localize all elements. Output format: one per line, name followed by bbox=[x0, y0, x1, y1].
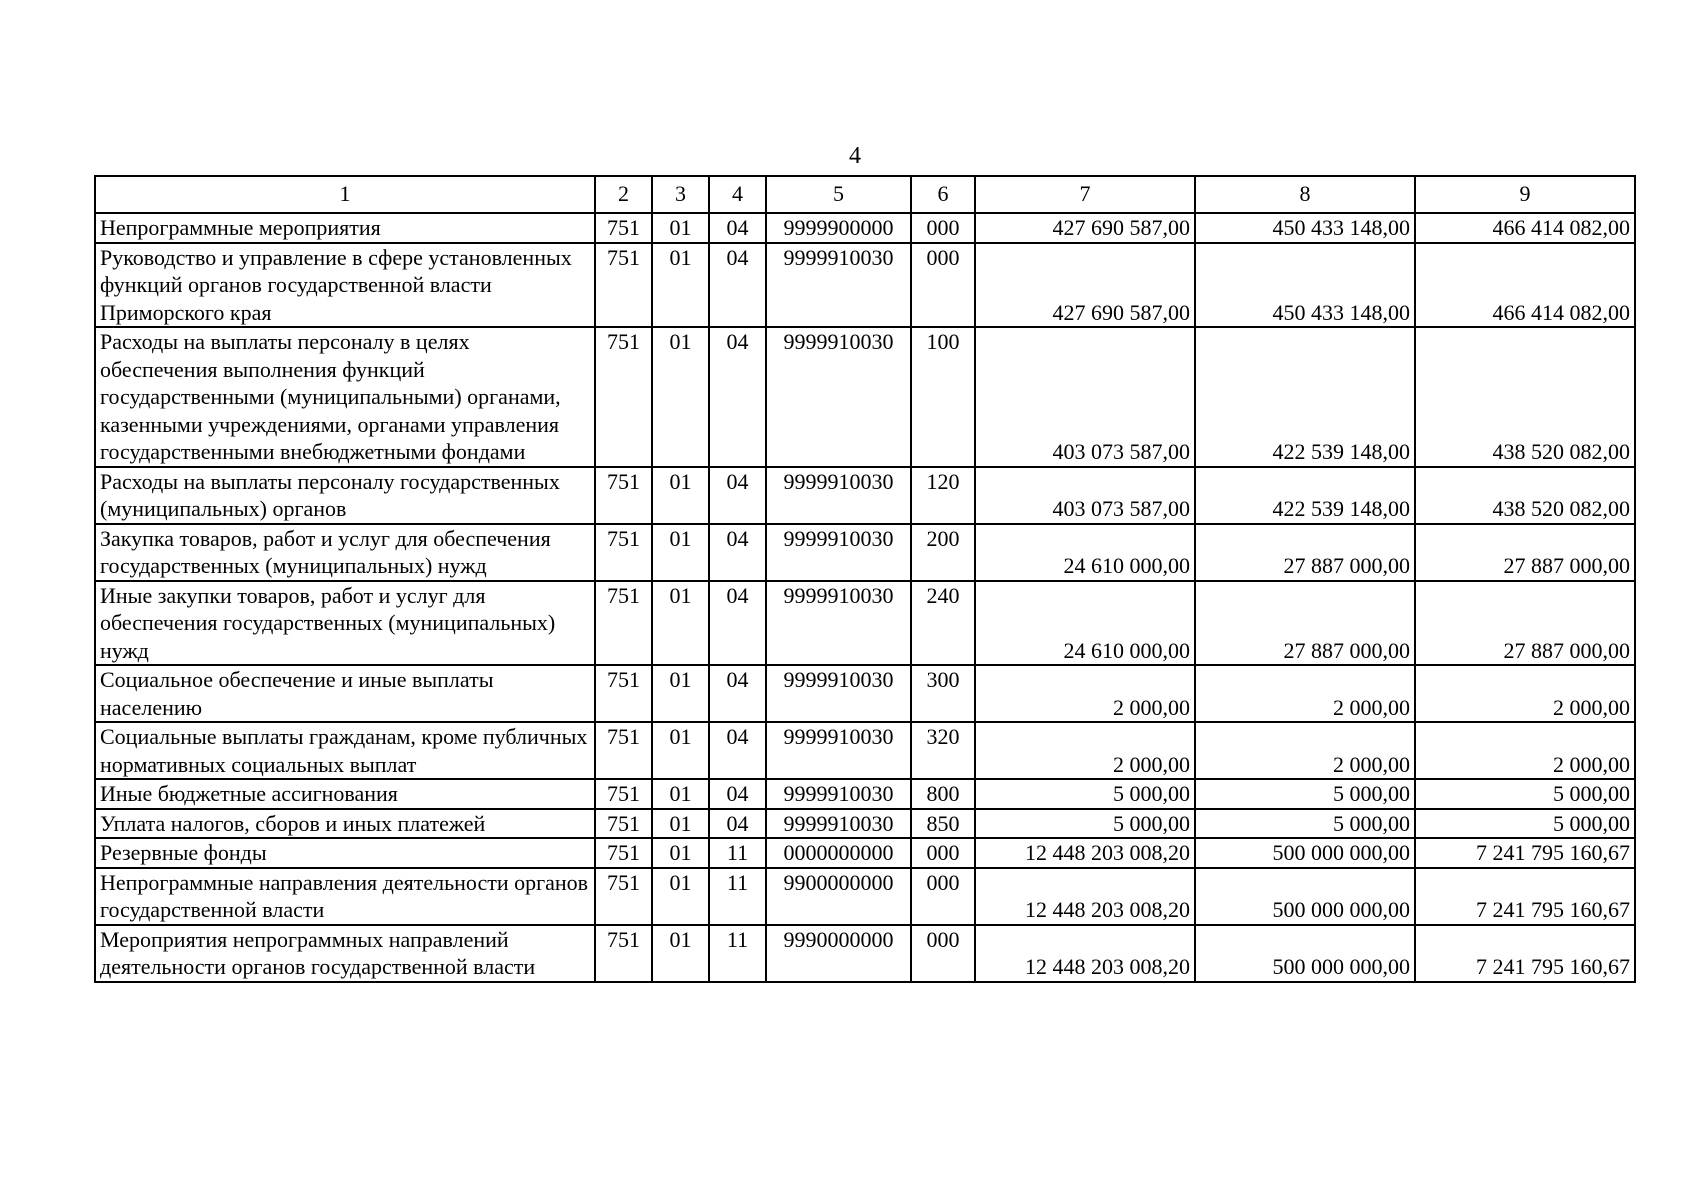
code-cell: 9900000000 bbox=[766, 868, 911, 925]
code-cell: 751 bbox=[595, 838, 652, 868]
code-cell: 000 bbox=[911, 925, 975, 982]
code-cell: 800 bbox=[911, 779, 975, 809]
amount-cell: 466 414 082,00 bbox=[1415, 243, 1635, 328]
column-header: 1 bbox=[95, 176, 595, 213]
code-cell: 11 bbox=[709, 925, 766, 982]
column-header: 7 bbox=[975, 176, 1195, 213]
row-name: Резервные фонды bbox=[95, 838, 595, 868]
code-cell: 9999910030 bbox=[766, 779, 911, 809]
column-header: 5 bbox=[766, 176, 911, 213]
code-cell: 000 bbox=[911, 838, 975, 868]
table-row bbox=[95, 524, 1635, 581]
table-row bbox=[95, 722, 1635, 779]
amount-cell: 27 887 000,00 bbox=[1195, 581, 1415, 666]
code-cell: 01 bbox=[652, 581, 709, 666]
code-cell: 9999910030 bbox=[766, 524, 911, 581]
code-cell: 9999910030 bbox=[766, 467, 911, 524]
code-cell: 01 bbox=[652, 809, 709, 839]
page-number: 4 bbox=[849, 143, 861, 169]
code-cell: 04 bbox=[709, 467, 766, 524]
amount-cell: 403 073 587,00 bbox=[975, 327, 1195, 467]
amount-cell: 5 000,00 bbox=[975, 809, 1195, 839]
code-cell: 320 bbox=[911, 722, 975, 779]
table-row bbox=[95, 213, 1635, 243]
amount-cell: 12 448 203 008,20 bbox=[975, 838, 1195, 868]
row-name: Иные закупки товаров, работ и услуг для обеспечения государственных (муниципальных) нужд bbox=[95, 581, 595, 666]
amount-cell: 27 887 000,00 bbox=[1195, 524, 1415, 581]
amount-cell: 438 520 082,00 bbox=[1415, 327, 1635, 467]
amount-cell: 5 000,00 bbox=[1195, 809, 1415, 839]
code-cell: 04 bbox=[709, 524, 766, 581]
code-cell: 04 bbox=[709, 581, 766, 666]
table-row bbox=[95, 467, 1635, 524]
row-name: Непрограммные мероприятия bbox=[95, 213, 595, 243]
amount-cell: 427 690 587,00 bbox=[975, 243, 1195, 328]
code-cell: 04 bbox=[709, 243, 766, 328]
code-cell: 01 bbox=[652, 779, 709, 809]
code-cell: 04 bbox=[709, 327, 766, 467]
row-name: Расходы на выплаты персоналу в целях обеспечения выполнения функций государственными (муниципальными) органами, казенными учреждениями, органами управления государственными внебюджетными фондами bbox=[95, 327, 595, 467]
amount-cell: 5 000,00 bbox=[1415, 779, 1635, 809]
code-cell: 04 bbox=[709, 722, 766, 779]
amount-cell: 500 000 000,00 bbox=[1195, 838, 1415, 868]
table-row bbox=[95, 665, 1635, 722]
table-row bbox=[95, 779, 1635, 809]
amount-cell: 7 241 795 160,67 bbox=[1415, 838, 1635, 868]
amount-cell: 2 000,00 bbox=[1195, 665, 1415, 722]
row-name: Расходы на выплаты персоналу государственных (муниципальных) органов bbox=[95, 467, 595, 524]
row-name: Мероприятия непрограммных направлений деятельности органов государственной власти bbox=[95, 925, 595, 982]
code-cell: 01 bbox=[652, 243, 709, 328]
amount-cell: 422 539 148,00 bbox=[1195, 327, 1415, 467]
amount-cell: 2 000,00 bbox=[1415, 665, 1635, 722]
column-header: 2 bbox=[595, 176, 652, 213]
table-row bbox=[95, 327, 1635, 467]
row-name: Закупка товаров, работ и услуг для обеспечения государственных (муниципальных) нужд bbox=[95, 524, 595, 581]
code-cell: 9999910030 bbox=[766, 809, 911, 839]
amount-cell: 2 000,00 bbox=[975, 722, 1195, 779]
code-cell: 01 bbox=[652, 925, 709, 982]
code-cell: 751 bbox=[595, 524, 652, 581]
table-row bbox=[95, 581, 1635, 666]
column-header: 6 bbox=[911, 176, 975, 213]
code-cell: 01 bbox=[652, 213, 709, 243]
code-cell: 850 bbox=[911, 809, 975, 839]
amount-cell: 12 448 203 008,20 bbox=[975, 925, 1195, 982]
column-header: 9 bbox=[1415, 176, 1635, 213]
code-cell: 04 bbox=[709, 213, 766, 243]
code-cell: 000 bbox=[911, 213, 975, 243]
amount-cell: 5 000,00 bbox=[1415, 809, 1635, 839]
code-cell: 9999910030 bbox=[766, 581, 911, 666]
code-cell: 000 bbox=[911, 243, 975, 328]
code-cell: 9999910030 bbox=[766, 665, 911, 722]
code-cell: 9999910030 bbox=[766, 243, 911, 328]
code-cell: 200 bbox=[911, 524, 975, 581]
row-name: Иные бюджетные ассигнования bbox=[95, 779, 595, 809]
code-cell: 000 bbox=[911, 868, 975, 925]
row-name: Непрограммные направления деятельности органов государственной власти bbox=[95, 868, 595, 925]
amount-cell: 7 241 795 160,67 bbox=[1415, 925, 1635, 982]
code-cell: 240 bbox=[911, 581, 975, 666]
code-cell: 751 bbox=[595, 213, 652, 243]
column-header: 8 bbox=[1195, 176, 1415, 213]
row-name: Руководство и управление в сфере установленных функций органов государственной власти Приморского края bbox=[95, 243, 595, 328]
amount-cell: 5 000,00 bbox=[975, 779, 1195, 809]
code-cell: 01 bbox=[652, 838, 709, 868]
amount-cell: 24 610 000,00 bbox=[975, 524, 1195, 581]
code-cell: 01 bbox=[652, 665, 709, 722]
amount-cell: 466 414 082,00 bbox=[1415, 213, 1635, 243]
code-cell: 0000000000 bbox=[766, 838, 911, 868]
code-cell: 04 bbox=[709, 809, 766, 839]
table-row bbox=[95, 243, 1635, 328]
code-cell: 04 bbox=[709, 779, 766, 809]
code-cell: 11 bbox=[709, 868, 766, 925]
code-cell: 751 bbox=[595, 925, 652, 982]
code-cell: 100 bbox=[911, 327, 975, 467]
code-cell: 04 bbox=[709, 665, 766, 722]
budget-table bbox=[94, 175, 1636, 983]
code-cell: 751 bbox=[595, 809, 652, 839]
code-cell: 9999910030 bbox=[766, 327, 911, 467]
header-row bbox=[95, 176, 1635, 213]
code-cell: 01 bbox=[652, 327, 709, 467]
code-cell: 9990000000 bbox=[766, 925, 911, 982]
code-cell: 751 bbox=[595, 722, 652, 779]
code-cell: 300 bbox=[911, 665, 975, 722]
code-cell: 751 bbox=[595, 243, 652, 328]
amount-cell: 500 000 000,00 bbox=[1195, 868, 1415, 925]
amount-cell: 450 433 148,00 bbox=[1195, 213, 1415, 243]
amount-cell: 427 690 587,00 bbox=[975, 213, 1195, 243]
code-cell: 751 bbox=[595, 467, 652, 524]
amount-cell: 27 887 000,00 bbox=[1415, 581, 1635, 666]
code-cell: 751 bbox=[595, 779, 652, 809]
code-cell: 751 bbox=[595, 581, 652, 666]
amount-cell: 403 073 587,00 bbox=[975, 467, 1195, 524]
code-cell: 751 bbox=[595, 868, 652, 925]
code-cell: 751 bbox=[595, 665, 652, 722]
table-row bbox=[95, 868, 1635, 925]
table-row bbox=[95, 809, 1635, 839]
amount-cell: 5 000,00 bbox=[1195, 779, 1415, 809]
amount-cell: 7 241 795 160,67 bbox=[1415, 868, 1635, 925]
row-name: Уплата налогов, сборов и иных платежей bbox=[95, 809, 595, 839]
amount-cell: 24 610 000,00 bbox=[975, 581, 1195, 666]
amount-cell: 500 000 000,00 bbox=[1195, 925, 1415, 982]
code-cell: 751 bbox=[595, 327, 652, 467]
code-cell: 01 bbox=[652, 722, 709, 779]
code-cell: 9999900000 bbox=[766, 213, 911, 243]
amount-cell: 450 433 148,00 bbox=[1195, 243, 1415, 328]
amount-cell: 2 000,00 bbox=[1195, 722, 1415, 779]
amount-cell: 2 000,00 bbox=[975, 665, 1195, 722]
column-header: 3 bbox=[652, 176, 709, 213]
amount-cell: 27 887 000,00 bbox=[1415, 524, 1635, 581]
code-cell: 120 bbox=[911, 467, 975, 524]
column-header: 4 bbox=[709, 176, 766, 213]
table-row bbox=[95, 838, 1635, 868]
code-cell: 01 bbox=[652, 467, 709, 524]
amount-cell: 422 539 148,00 bbox=[1195, 467, 1415, 524]
code-cell: 01 bbox=[652, 868, 709, 925]
amount-cell: 2 000,00 bbox=[1415, 722, 1635, 779]
amount-cell: 438 520 082,00 bbox=[1415, 467, 1635, 524]
amount-cell: 12 448 203 008,20 bbox=[975, 868, 1195, 925]
code-cell: 9999910030 bbox=[766, 722, 911, 779]
row-name: Социальные выплаты гражданам, кроме публичных нормативных социальных выплат bbox=[95, 722, 595, 779]
code-cell: 11 bbox=[709, 838, 766, 868]
code-cell: 01 bbox=[652, 524, 709, 581]
row-name: Социальное обеспечение и иные выплаты населению bbox=[95, 665, 595, 722]
table-row bbox=[95, 925, 1635, 982]
